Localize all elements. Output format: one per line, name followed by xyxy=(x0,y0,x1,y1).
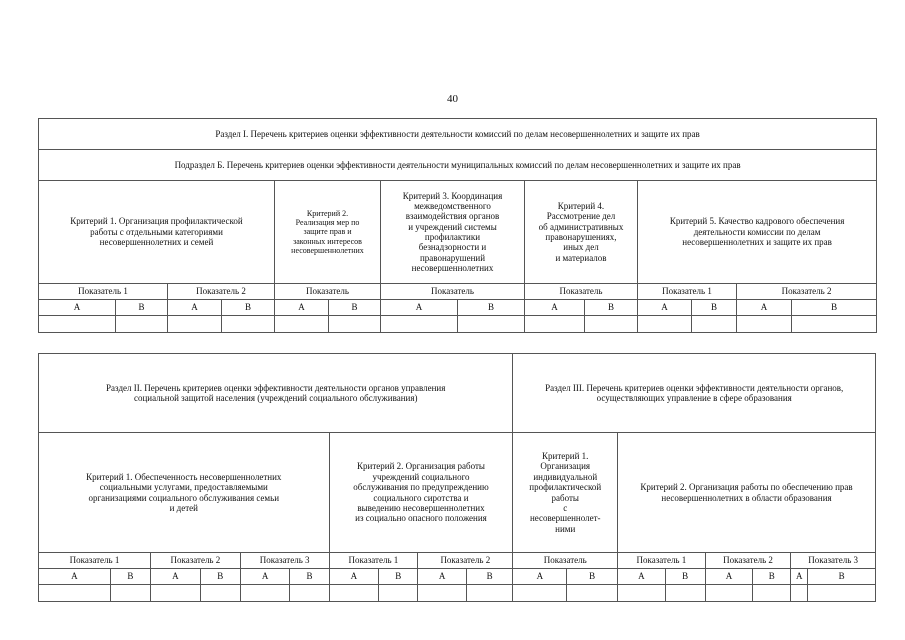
column-b-header: В xyxy=(110,569,150,585)
indicator-header: Показатель xyxy=(381,284,525,300)
column-b-header: В xyxy=(753,569,791,585)
column-a-header: А xyxy=(525,300,585,316)
criteria-table-section-1 xyxy=(38,118,877,333)
column-b-header: В xyxy=(808,569,876,585)
criterion-1-header: Критерий 1. Организация профилактической работы с отдельными категориями несовершеннолетних и семей xyxy=(39,181,275,284)
empty-cell xyxy=(275,316,329,333)
indicator-header: Показатель 3 xyxy=(791,553,876,569)
column-b-header: В xyxy=(567,569,618,585)
empty-cell xyxy=(458,316,525,333)
indicator-header: Показатель xyxy=(275,284,381,300)
empty-cell xyxy=(638,316,692,333)
indicator-header: Показатель 1 xyxy=(638,284,737,300)
empty-cell xyxy=(618,585,666,602)
empty-cell xyxy=(116,316,168,333)
empty-cell xyxy=(222,316,275,333)
page-number: 40 xyxy=(447,93,458,105)
empty-cell xyxy=(200,585,240,602)
column-a-header: А xyxy=(168,300,222,316)
empty-cell xyxy=(381,316,458,333)
column-a-header: А xyxy=(329,569,379,585)
column-a-header: А xyxy=(39,569,111,585)
table-row-empty xyxy=(39,316,877,333)
subsection-b-title: Подраздел Б. Перечень критериев оценки эффективности деятельности муниципальных комиссий по делам несовершеннолетних и защите их прав xyxy=(39,150,877,181)
criterion-4-header: Критерий 4. Рассмотрение дел об административных правонарушениях, иных дел и материалов xyxy=(525,181,638,284)
empty-cell xyxy=(705,585,753,602)
column-b-header: В xyxy=(290,569,329,585)
empty-cell xyxy=(150,585,200,602)
empty-cell xyxy=(168,316,222,333)
indicator-header: Показатель xyxy=(513,553,618,569)
indicator-header: Показатель 1 xyxy=(39,284,168,300)
empty-cell xyxy=(525,316,585,333)
column-a-header: А xyxy=(275,300,329,316)
indicator-header: Показатель 2 xyxy=(168,284,275,300)
column-a-header: А xyxy=(791,569,808,585)
section-1-title: Раздел I. Перечень критериев оценки эффективности деятельности комиссий по делам несовершеннолетних и защите их прав xyxy=(39,119,877,150)
section-2-title: Раздел II. Перечень критериев оценки эффективности деятельности органов управления социальной защитой населения (учреждений социального обслуживания) xyxy=(39,354,513,433)
empty-cell xyxy=(692,316,737,333)
empty-cell xyxy=(585,316,638,333)
criterion-5-header: Критерий 5. Качество кадрового обеспечения деятельности комиссии по делам несовершеннолетних и защите их прав xyxy=(638,181,877,284)
empty-cell xyxy=(665,585,705,602)
empty-cell xyxy=(567,585,618,602)
column-b-header: В xyxy=(200,569,240,585)
empty-cell xyxy=(792,316,877,333)
empty-cell xyxy=(808,585,876,602)
column-a-header: А xyxy=(705,569,753,585)
empty-cell xyxy=(329,316,381,333)
empty-cell xyxy=(39,316,116,333)
section-3-criterion-2-header: Критерий 2. Организация работы по обеспечению прав несовершеннолетних в области образования xyxy=(618,433,876,553)
table-row-empty xyxy=(39,585,876,602)
column-a-header: А xyxy=(39,300,116,316)
criterion-3-header: Критерий 3. Координация межведомственного взаимодействия органов и учреждений системы профилактики безнадзорности и правонарушений несовершеннолетних xyxy=(381,181,525,284)
indicator-header: Показатель 1 xyxy=(329,553,418,569)
column-b-header: В xyxy=(329,300,381,316)
column-a-header: А xyxy=(418,569,467,585)
indicator-header: Показатель 1 xyxy=(618,553,706,569)
indicator-header: Показатель 2 xyxy=(150,553,240,569)
empty-cell xyxy=(329,585,379,602)
indicator-header: Показатель 2 xyxy=(418,553,513,569)
column-b-header: В xyxy=(458,300,525,316)
indicator-header: Показатель 2 xyxy=(737,284,877,300)
empty-cell xyxy=(466,585,513,602)
column-b-header: В xyxy=(116,300,168,316)
indicator-header: Показатель 2 xyxy=(705,553,791,569)
indicator-header: Показатель xyxy=(525,284,638,300)
section-3-title: Раздел III. Перечень критериев оценки эффективности деятельности органов, осуществляющих управление в сфере образования xyxy=(513,354,876,433)
section-2-criterion-2-header: Критерий 2. Организация работы учреждений социального обслуживания по предупреждению социального сиротства и выведению несовершеннолетних из социально опасного положения xyxy=(329,433,513,553)
column-a-header: А xyxy=(150,569,200,585)
column-a-header: А xyxy=(638,300,692,316)
column-a-header: А xyxy=(737,300,792,316)
section-2-criterion-1-header: Критерий 1. Обеспеченность несовершеннолетних социальными услугами, предоставляемыми организациями социального обслуживания семьи и детей xyxy=(39,433,330,553)
indicator-header: Показатель 3 xyxy=(240,553,329,569)
empty-cell xyxy=(39,585,111,602)
empty-cell xyxy=(753,585,791,602)
criterion-2-header: Критерий 2. Реализация мер по защите прав и законных интересов несовершеннолетних xyxy=(275,181,381,284)
column-b-header: В xyxy=(466,569,513,585)
column-a-header: А xyxy=(513,569,567,585)
empty-cell xyxy=(379,585,418,602)
empty-cell xyxy=(737,316,792,333)
empty-cell xyxy=(110,585,150,602)
column-a-header: А xyxy=(381,300,458,316)
column-a-header: А xyxy=(618,569,666,585)
empty-cell xyxy=(791,585,808,602)
criteria-table-sections-2-3 xyxy=(38,353,876,602)
empty-cell xyxy=(418,585,467,602)
section-3-criterion-1-header: Критерий 1. Организация индивидуальной профилактической работы с несовершеннолет- ними xyxy=(513,433,618,553)
column-b-header: В xyxy=(665,569,705,585)
column-b-header: В xyxy=(379,569,418,585)
column-b-header: В xyxy=(222,300,275,316)
column-a-header: А xyxy=(240,569,290,585)
column-b-header: В xyxy=(692,300,737,316)
column-b-header: В xyxy=(792,300,877,316)
empty-cell xyxy=(240,585,290,602)
column-b-header: В xyxy=(585,300,638,316)
empty-cell xyxy=(513,585,567,602)
indicator-header: Показатель 1 xyxy=(39,553,151,569)
empty-cell xyxy=(290,585,329,602)
